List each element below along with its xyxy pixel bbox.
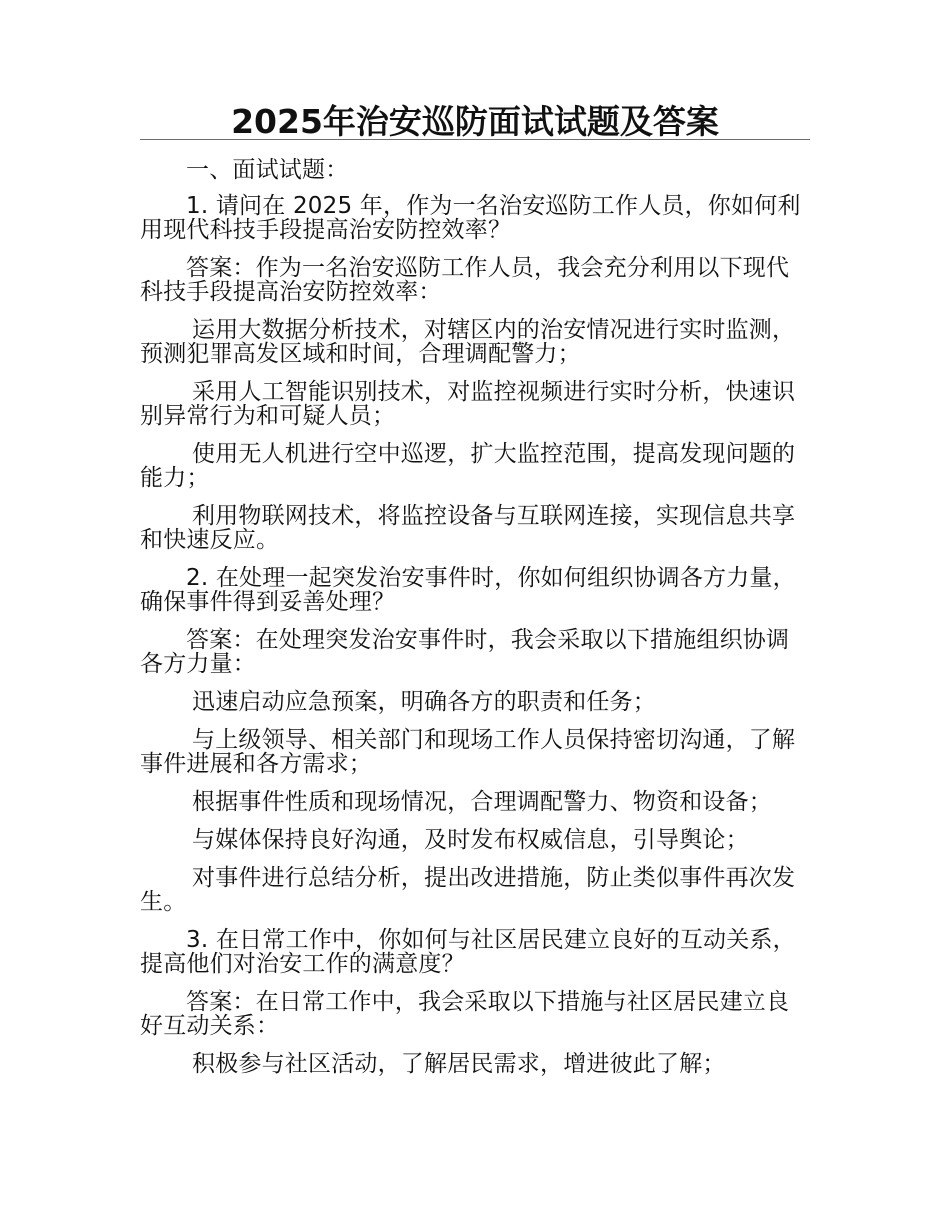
answer-paragraph: 答案：作为一名治安巡防工作人员，我会充分利用以下现代科技手段提高治安防控效率： <box>140 255 790 305</box>
question-paragraph: 2. 在处理一起突发治安事件时，你如何组织协调各方力量，确保事件得到妥善处理？ <box>140 565 796 615</box>
document-title: 2025年治安巡防面试试题及答案 <box>231 102 719 141</box>
answer-item: 与上级领导、相关部门和现场工作人员保持密切沟通，了解事件进展和各方需求； <box>140 727 796 777</box>
section-heading: 一、面试试题： <box>186 157 349 183</box>
answer-paragraph: 答案：在日常工作中，我会采取以下措施与社区居民建立良好互动关系： <box>140 989 790 1039</box>
answer-item: 利用物联网技术，将监控设备与互联网连接，实现信息共享和快速反应。 <box>140 503 796 553</box>
answer-item: 根据事件性质和现场情况，合理调配警力、物资和设备； <box>192 789 772 815</box>
question-paragraph: 3. 在日常工作中，你如何与社区居民建立良好的互动关系，提高他们对治安工作的满意度？ <box>140 927 796 977</box>
answer-paragraph: 答案：在处理突发治安事件时，我会采取以下措施组织协调各方力量： <box>140 627 790 677</box>
answer-item: 积极参与社区活动，了解居民需求，增进彼此了解； <box>192 1051 726 1077</box>
answer-item: 对事件进行总结分析，提出改进措施，防止类似事件再次发生。 <box>140 865 796 915</box>
answer-item: 与媒体保持良好沟通，及时发布权威信息，引导舆论； <box>192 827 749 853</box>
answer-item: 运用大数据分析技术，对辖区内的治安情况进行实时监测，预测犯罪高发区域和时间，合理调配警力； <box>140 317 796 367</box>
answer-item: 使用无人机进行空中巡逻，扩大监控范围，提高发现问题的能力； <box>140 441 796 491</box>
answer-item: 迅速启动应急预案，明确各方的职责和任务； <box>192 689 656 715</box>
title-underline <box>140 139 810 140</box>
document-body <box>140 158 810 1090</box>
question-paragraph: 1. 请问在 2025 年，作为一名治安巡防工作人员，你如何利用现代科技手段提高治安防控效率？ <box>140 193 801 243</box>
answer-item: 采用人工智能识别技术，对监控视频进行实时分析，快速识别异常行为和可疑人员； <box>140 379 796 429</box>
